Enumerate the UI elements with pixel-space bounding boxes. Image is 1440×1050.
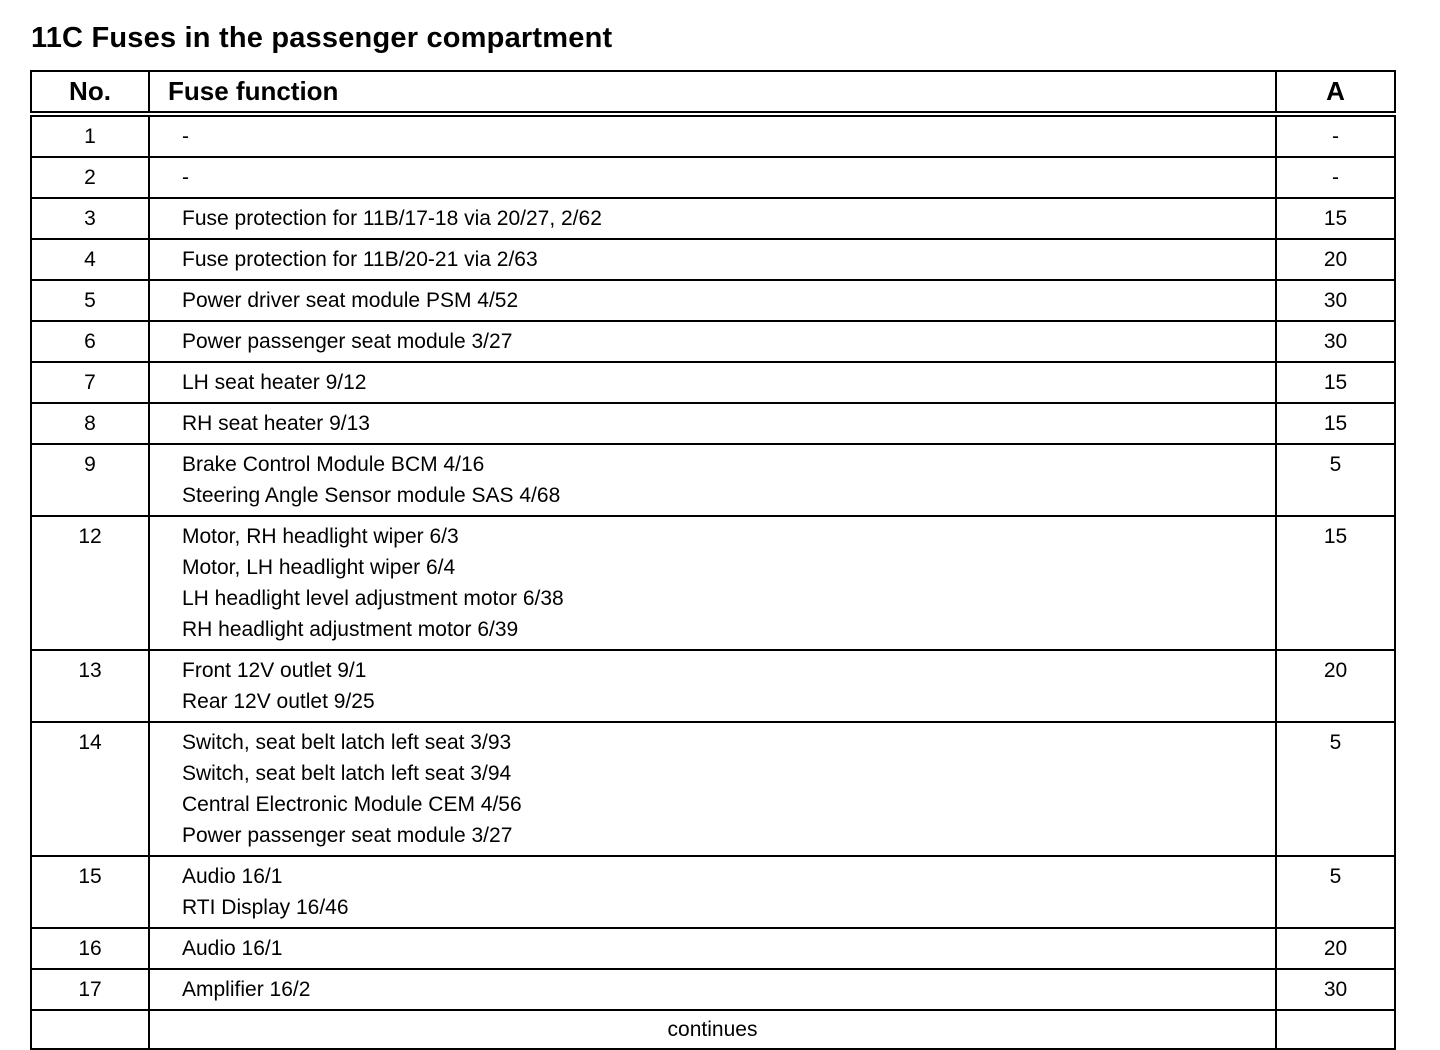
fuse-function-line: Fuse protection for 11B/20-21 via 2/63	[182, 248, 538, 271]
fuse-amperage: -	[1276, 114, 1395, 157]
table-row	[31, 198, 1395, 239]
fuse-function-line: Audio 16/1	[182, 865, 283, 888]
fuse-function	[149, 362, 1276, 403]
fuse-amperage: 15	[1276, 516, 1395, 650]
fuse-function-line: Switch, seat belt latch left seat 3/93	[182, 731, 512, 754]
fuse-function	[149, 516, 1276, 650]
fuse-amperage: 15	[1276, 403, 1395, 444]
fuse-number: 7	[31, 362, 149, 403]
footer-row	[31, 1010, 1395, 1049]
footer-empty-cell	[31, 1010, 149, 1049]
column-header-function: Fuse function	[149, 71, 1276, 114]
fuse-number: 5	[31, 280, 149, 321]
fuse-number: 15	[31, 856, 149, 928]
fuse-amperage: 30	[1276, 969, 1395, 1010]
fuse-function	[149, 650, 1276, 722]
fuse-function-line: Central Electronic Module CEM 4/56	[182, 793, 522, 816]
fuse-function-line: LH seat heater 9/12	[182, 371, 367, 394]
fuse-number: 1	[31, 114, 149, 157]
table-row	[31, 856, 1395, 928]
fuse-function-line: RH seat heater 9/13	[182, 412, 370, 435]
table-row	[31, 650, 1395, 722]
table-row	[31, 280, 1395, 321]
fuse-amperage: 20	[1276, 928, 1395, 969]
fuse-function-line: RH headlight adjustment motor 6/39	[182, 618, 519, 641]
fuse-amperage: 5	[1276, 856, 1395, 928]
fuse-function-line: LH headlight level adjustment motor 6/38	[182, 587, 564, 610]
table-row	[31, 516, 1395, 650]
page-title: 11C Fuses in the passenger compartment	[31, 22, 613, 54]
fuse-function	[149, 198, 1276, 239]
fuse-number: 8	[31, 403, 149, 444]
fuse-number: 3	[31, 198, 149, 239]
fuse-function	[149, 928, 1276, 969]
table-row	[31, 157, 1395, 198]
fuse-function-line: Front 12V outlet 9/1	[182, 659, 367, 682]
fuse-number: 6	[31, 321, 149, 362]
fuse-amperage: 30	[1276, 321, 1395, 362]
fuse-table	[30, 70, 1396, 1050]
fuse-amperage: 5	[1276, 722, 1395, 856]
fuse-function-line: Audio 16/1	[182, 937, 283, 960]
fuse-function-line: Power driver seat module PSM 4/52	[182, 289, 519, 312]
table-body	[31, 114, 1395, 1049]
fuse-function-line: Rear 12V outlet 9/25	[182, 690, 375, 713]
fuse-amperage: 20	[1276, 650, 1395, 722]
fuse-function-line: RTI Display 16/46	[182, 896, 349, 919]
fuse-function-line: Steering Angle Sensor module SAS 4/68	[182, 484, 561, 507]
continues-note: continues	[149, 1010, 1276, 1049]
fuse-amperage: 15	[1276, 362, 1395, 403]
fuse-amperage: 5	[1276, 444, 1395, 516]
fuse-number: 2	[31, 157, 149, 198]
table-row	[31, 114, 1395, 157]
fuse-function-line: Motor, LH headlight wiper 6/4	[182, 556, 456, 579]
fuse-function-line: Switch, seat belt latch left seat 3/94	[182, 762, 512, 785]
fuse-amperage: 15	[1276, 198, 1395, 239]
fuse-number: 9	[31, 444, 149, 516]
fuse-function-line: Amplifier 16/2	[182, 978, 311, 1001]
column-header-number: No.	[31, 71, 149, 114]
fuse-number: 13	[31, 650, 149, 722]
fuse-amperage: -	[1276, 157, 1395, 198]
fuse-amperage: 30	[1276, 280, 1395, 321]
table-row	[31, 362, 1395, 403]
fuse-function	[149, 280, 1276, 321]
fuse-function	[149, 239, 1276, 280]
fuse-number: 16	[31, 928, 149, 969]
fuse-function	[149, 969, 1276, 1010]
fuse-function-line: Motor, RH headlight wiper 6/3	[182, 525, 459, 548]
fuse-function-line: Brake Control Module BCM 4/16	[182, 453, 485, 476]
header-row	[31, 71, 1395, 114]
fuse-number: 4	[31, 239, 149, 280]
fuse-number: 12	[31, 516, 149, 650]
table-row	[31, 321, 1395, 362]
table-row	[31, 239, 1395, 280]
fuse-function-line: Power passenger seat module 3/27	[182, 330, 513, 353]
fuse-function-line: Fuse protection for 11B/17-18 via 20/27, 2/62	[182, 207, 602, 230]
fuse-function	[149, 321, 1276, 362]
fuse-number: 17	[31, 969, 149, 1010]
fuse-function	[149, 856, 1276, 928]
fuse-function	[149, 722, 1276, 856]
fuse-amperage: 20	[1276, 239, 1395, 280]
table-row	[31, 444, 1395, 516]
table-row	[31, 969, 1395, 1010]
table-header	[31, 71, 1395, 114]
fuse-function	[149, 444, 1276, 516]
table-row	[31, 928, 1395, 969]
fuse-function	[149, 403, 1276, 444]
fuse-function	[149, 114, 1276, 157]
column-header-amperage: A	[1276, 71, 1395, 114]
table-row	[31, 403, 1395, 444]
fuse-function-line: Power passenger seat module 3/27	[182, 824, 513, 847]
fuse-number: 14	[31, 722, 149, 856]
fuse-function	[149, 157, 1276, 198]
fuse-function-line: -	[182, 166, 189, 189]
table-row	[31, 722, 1395, 856]
fuse-function-line: -	[182, 125, 189, 148]
footer-empty-cell	[1276, 1010, 1395, 1049]
